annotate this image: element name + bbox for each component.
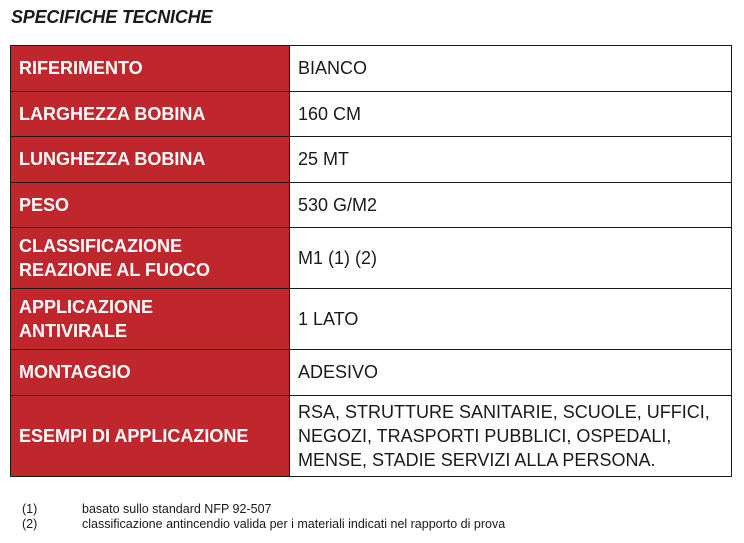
table-row [11, 91, 732, 137]
spec-value: 160 CM [290, 91, 732, 137]
spec-value: 1 LATO [290, 289, 732, 350]
spec-value: 25 MT [290, 137, 732, 183]
footnote-2 [22, 517, 505, 532]
spec-value: RSA, STRUTTURE SANITARIE, SCUOLE, UFFICI, NEGOZI, TRASPORTI PUBBLICI, OSPEDALI, MENSE, STADIE SERVIZI ALLA PERSONA. [290, 395, 732, 476]
table-row [11, 137, 732, 183]
table-row [11, 182, 732, 228]
page-title: SPECIFICHE TECNICHE [11, 7, 213, 27]
spec-label: MONTAGGIO [11, 350, 290, 396]
spec-label: RIFERIMENTO [11, 46, 290, 92]
spec-label: LARGHEZZA BOBINA [11, 91, 290, 137]
footnote-1 [22, 502, 505, 517]
spec-label: APPLICAZIONE ANTIVIRALE [11, 289, 290, 350]
spec-label: PESO [11, 182, 290, 228]
spec-label: LUNGHEZZA BOBINA [11, 137, 290, 183]
spec-table [10, 45, 732, 477]
spec-label: ESEMPI DI APPLICAZIONE [11, 395, 290, 476]
footnote-mark: (2) [22, 517, 38, 531]
table-row [11, 228, 732, 289]
table-row [11, 350, 732, 396]
footnote-mark: (1) [22, 502, 38, 516]
footnote-text: basato sullo standard NFP 92-507 [82, 502, 272, 516]
spec-value: 530 G/M2 [290, 182, 732, 228]
table-row [11, 46, 732, 92]
footnote-text: classificazione antincendio valida per i materiali indicati nel rapporto di prova [82, 517, 506, 531]
table-row [11, 395, 732, 476]
table-row [11, 289, 732, 350]
footnotes [22, 502, 505, 532]
spec-label: CLASSIFICAZIONE REAZIONE AL FUOCO [11, 228, 290, 289]
spec-value: BIANCO [290, 46, 732, 92]
spec-value: ADESIVO [290, 350, 732, 396]
spec-value: M1 (1) (2) [290, 228, 732, 289]
